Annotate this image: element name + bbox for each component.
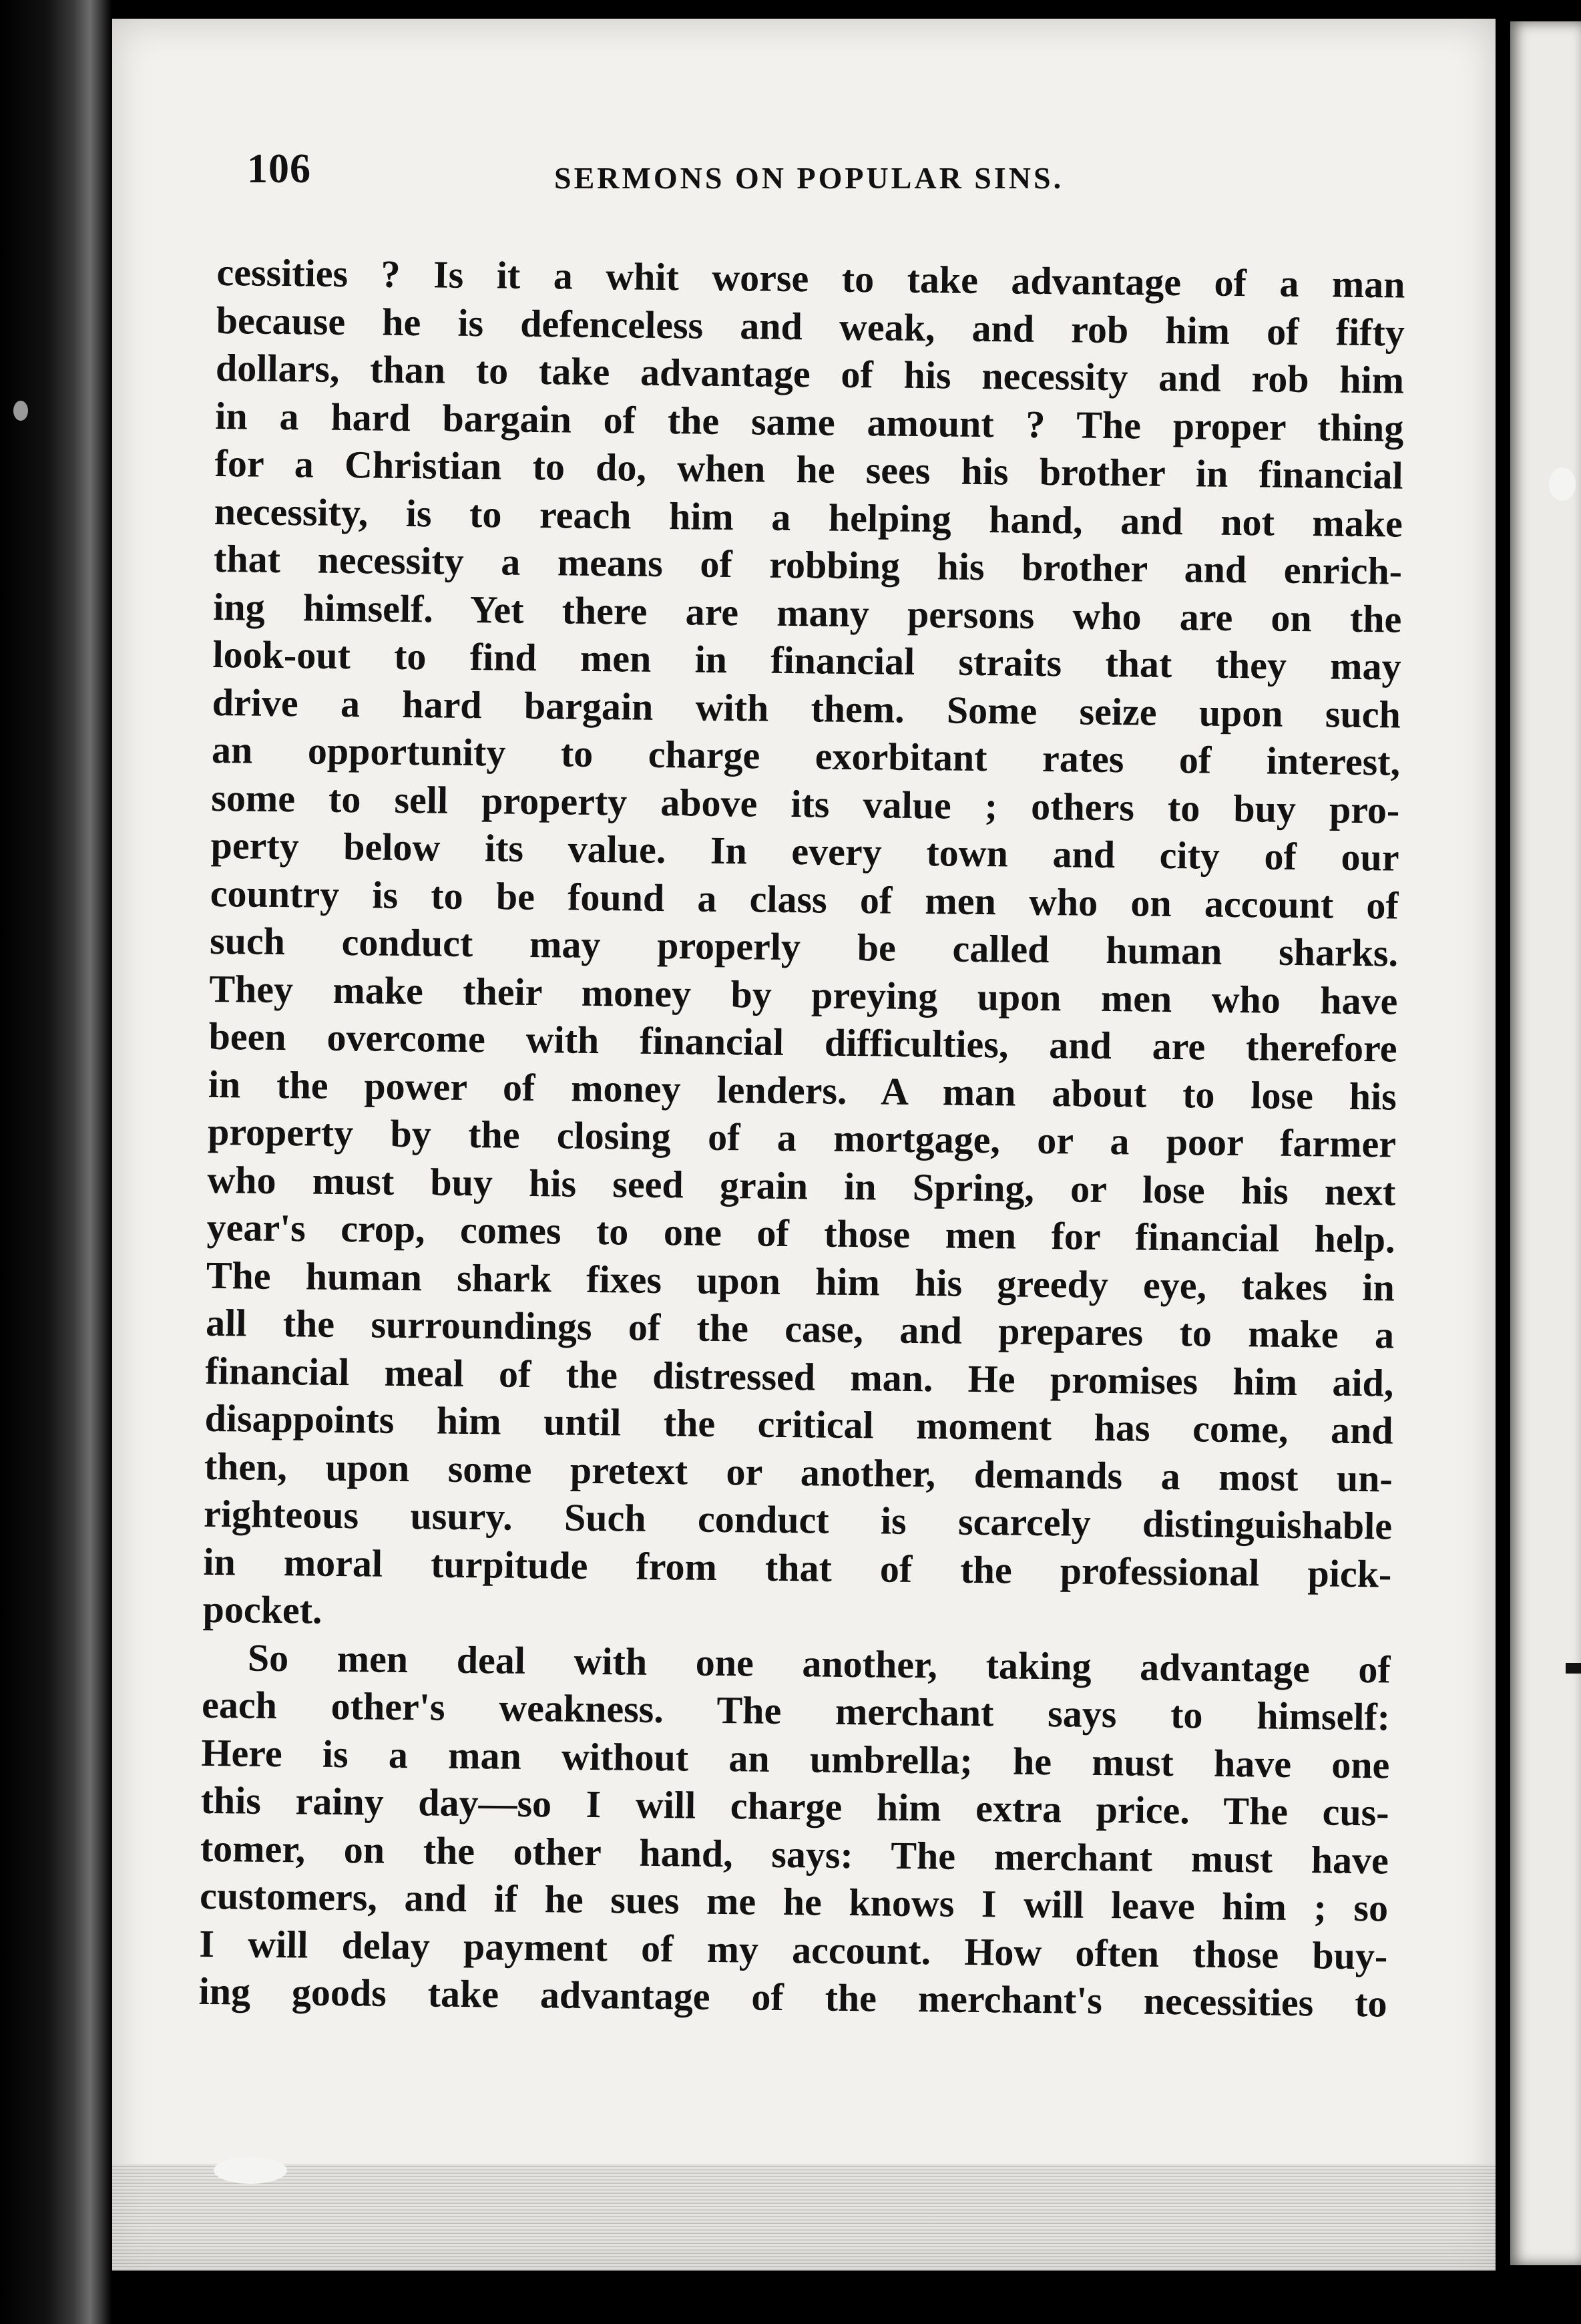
text-line: So men deal with one another, taking advantage of: [247, 1635, 1391, 1692]
text-line: tomer, on the other hand, says: The merchant must have: [200, 1826, 1389, 1883]
scan-mark: [1496, 321, 1498, 2257]
book-binding-edge: [0, 0, 112, 2324]
scan-mark: [1566, 1663, 1581, 1674]
page-number: 106: [247, 146, 311, 192]
page-header: [247, 146, 1382, 206]
text-line: dollars, than to take advantage of his necessity and rob him: [215, 345, 1405, 402]
text-line: necessity, is to reach him a helping hand, and not make: [214, 489, 1403, 546]
text-line: because he is defenceless and weak, and rob him of fifty: [216, 298, 1405, 355]
text-line: each other's weakness. The merchant says to himself:: [201, 1682, 1391, 1739]
text-line: drive a hard bargain with them. Some seize upon such: [212, 680, 1401, 737]
text-line: country is to be found a class of men who on account of: [210, 871, 1399, 928]
text-line: disappoints him until the critical moment has come, and: [204, 1396, 1393, 1452]
scan-speck: [13, 401, 28, 421]
text-line: property by the closing of a mortgage, or a poor farmer: [207, 1109, 1397, 1166]
text-line: cessities ? Is it a whit worse to take advantage of a man: [216, 250, 1405, 307]
running-title: SERMONS ON POPULAR SINS.: [554, 161, 1064, 195]
text-line: customers, and if he sues me he knows I will leave him ; so: [199, 1873, 1389, 1930]
text-line: in moral turpitude from that of the professional pick-: [203, 1539, 1392, 1596]
text-line: all the surroundings of the case, and prepares to make a: [205, 1300, 1395, 1357]
text-line: been overcome with financial difficulties, and are therefore: [208, 1014, 1397, 1071]
text-line: year's crop, comes to one of those men for financial help.: [206, 1205, 1395, 1262]
scan-speck: [1549, 467, 1576, 501]
text-line: who must buy his seed grain in Spring, or lose his next: [207, 1157, 1396, 1214]
text-line: ing himself. Yet there are many persons who are on the: [213, 584, 1402, 641]
text-line: Here is a man without an umbrella; he must have one: [201, 1730, 1390, 1787]
text-line: some to sell property above its value ; others to buy pro-: [211, 775, 1400, 832]
text-line: this rainy day—so I will charge him extra price. The cus-: [200, 1778, 1389, 1834]
text-line: look-out to find men in financial straits that they may: [212, 632, 1401, 689]
text-line: The human shark fixes upon him his greedy eye, takes in: [206, 1253, 1395, 1310]
text-line: perty below its value. In every town and city of our: [210, 823, 1399, 880]
text-line: then, upon some pretext or another, demands a most un-: [204, 1444, 1393, 1501]
text-line: righteous usury. Such conduct is scarcely distinguishable: [203, 1491, 1393, 1548]
text-line: an opportunity to charge exorbitant rates of interest,: [211, 727, 1401, 784]
paragraph-2-continued: [198, 1681, 1390, 2027]
paragraph-1: [202, 248, 1405, 1645]
text-line: that necessity a means of robbing his brother and enrich-: [213, 536, 1403, 593]
text-line: such conduct may properly be called human sharks.: [209, 918, 1399, 975]
facing-page-edge: [1510, 21, 1581, 2265]
text-line: for a Christian to do, when he sees his brother in financial: [214, 441, 1403, 498]
text-line: ing goods take advantage of the merchant's necessities to: [198, 1969, 1387, 2025]
page-stack-edge: [112, 2164, 1496, 2271]
text-line: in the power of money lenders. A man about to lose his: [208, 1062, 1397, 1119]
text-line: in a hard bargain of the same amount ? The proper thing: [215, 393, 1404, 450]
text-line: They make their money by preying upon men who have: [209, 966, 1398, 1023]
scan-speck: [214, 2157, 287, 2184]
text-line: I will delay payment of my account. How often those buy-: [199, 1921, 1388, 1977]
text-line: financial meal of the distressed man. He promises him aid,: [205, 1348, 1394, 1405]
text-line: pocket.: [202, 1587, 322, 1632]
body-text: [198, 248, 1405, 2027]
